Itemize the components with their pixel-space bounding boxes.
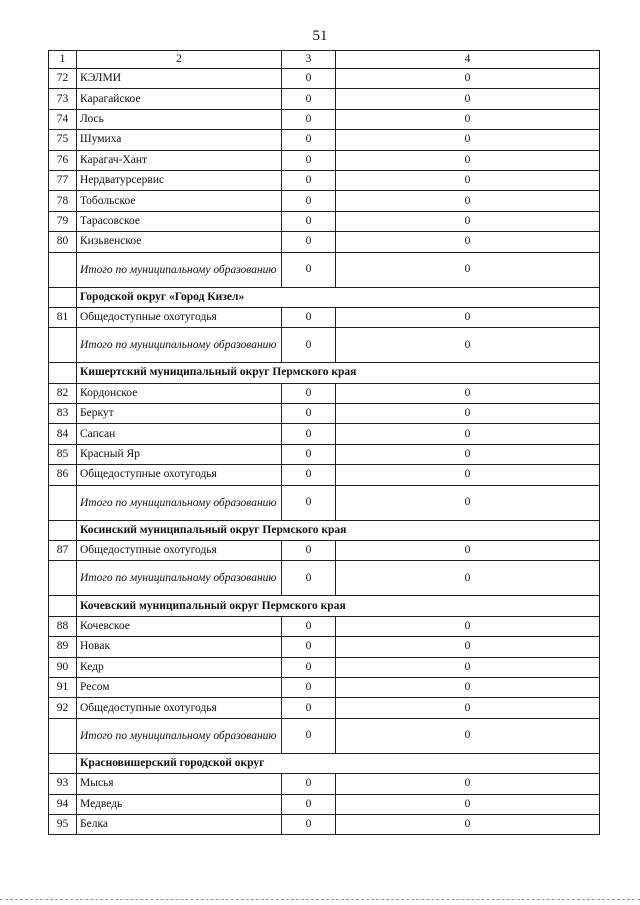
table-row [49,89,600,109]
section-title: Красновишерский городской округ [77,753,600,773]
row-name-cell: Общедоступные охотугодья [77,541,282,561]
row-name-cell: Общедоступные охотугодья [77,698,282,718]
table-row [49,677,600,697]
row-number-cell: 86 [49,465,77,485]
col4-value-cell: 0 [336,383,600,403]
row-name-cell: Сапсан [77,424,282,444]
row-name-cell: Кедр [77,657,282,677]
row-number-cell: 82 [49,383,77,403]
col3-value-cell: 0 [282,677,336,697]
section-title: Косинский муниципальный округ Пермского края [77,520,600,540]
table-row [49,383,600,403]
total-label: Итого по муниципальному образованию [77,328,282,363]
table-row [49,130,600,150]
row-number-cell: 94 [49,794,77,814]
table-row [49,637,600,657]
total-row [49,328,600,363]
table-row [49,307,600,327]
total-label: Итого по муниципальному образованию [77,718,282,753]
row-number-cell: 76 [49,150,77,170]
total-row [49,561,600,596]
table-row [49,191,600,211]
row-number-cell: 84 [49,424,77,444]
row-number-cell: 77 [49,170,77,190]
table-row [49,109,600,129]
table-header-row [49,51,600,69]
row-number-cell [49,363,77,383]
col4-value-cell: 0 [336,130,600,150]
table-row [49,794,600,814]
row-name-cell: Кордонское [77,383,282,403]
col3-value-cell: 0 [282,109,336,129]
row-name-cell: КЭЛМИ [77,69,282,89]
row-number-cell: 78 [49,191,77,211]
total-label: Итого по муниципальному образованию [77,252,282,287]
row-number-cell: 83 [49,404,77,424]
table-row [49,404,600,424]
col4-value-cell: 0 [336,328,600,363]
col3-value-cell: 0 [282,465,336,485]
row-number-cell [49,753,77,773]
col4-value-cell: 0 [336,307,600,327]
row-name-cell: Тарасовское [77,211,282,231]
table-row [49,465,600,485]
col4-value-cell: 0 [336,404,600,424]
row-number-cell: 79 [49,211,77,231]
col4-value-cell: 0 [336,232,600,252]
col4-value-cell: 0 [336,616,600,636]
col3-value-cell: 0 [282,657,336,677]
col4-value-cell: 0 [336,774,600,794]
table-row [49,698,600,718]
col3-value-cell: 0 [282,718,336,753]
col3-value-cell: 0 [282,170,336,190]
header-col-1: 1 [49,51,77,69]
row-number-cell: 80 [49,232,77,252]
col4-value-cell: 0 [336,657,600,677]
col4-value-cell: 0 [336,698,600,718]
row-number-cell: 90 [49,657,77,677]
section-title: Кочевский муниципальный округ Пермского края [77,596,600,616]
col4-value-cell: 0 [336,89,600,109]
col3-value-cell: 0 [282,541,336,561]
row-number-cell: 89 [49,637,77,657]
row-number-cell [49,718,77,753]
section-row [49,753,600,773]
row-number-cell: 75 [49,130,77,150]
col4-value-cell: 0 [336,465,600,485]
section-row [49,520,600,540]
col3-value-cell: 0 [282,69,336,89]
row-name-cell: Карагайское [77,89,282,109]
col3-value-cell: 0 [282,814,336,834]
row-name-cell: Лось [77,109,282,129]
data-table [48,50,600,835]
col3-value-cell: 0 [282,424,336,444]
row-name-cell: Медведь [77,794,282,814]
col4-value-cell: 0 [336,444,600,464]
table-row [49,424,600,444]
row-number-cell: 81 [49,307,77,327]
row-name-cell: Новак [77,637,282,657]
col3-value-cell: 0 [282,89,336,109]
row-name-cell: Общедоступные охотугодья [77,307,282,327]
table-body [49,69,600,835]
row-name-cell: Тобольское [77,191,282,211]
row-number-cell [49,485,77,520]
row-number-cell [49,252,77,287]
total-row [49,485,600,520]
table-row [49,150,600,170]
row-name-cell: Кочевское [77,616,282,636]
col4-value-cell: 0 [336,170,600,190]
col4-value-cell: 0 [336,191,600,211]
col3-value-cell: 0 [282,232,336,252]
section-row [49,363,600,383]
row-name-cell: Мысья [77,774,282,794]
col4-value-cell: 0 [336,561,600,596]
col4-value-cell: 0 [336,814,600,834]
col3-value-cell: 0 [282,211,336,231]
col3-value-cell: 0 [282,383,336,403]
section-title: Кишертский муниципальный округ Пермского края [77,363,600,383]
row-number-cell [49,520,77,540]
row-number-cell: 72 [49,69,77,89]
table-row [49,774,600,794]
col3-value-cell: 0 [282,191,336,211]
table-row [49,541,600,561]
total-row [49,718,600,753]
col3-value-cell: 0 [282,561,336,596]
table-row [49,657,600,677]
col3-value-cell: 0 [282,130,336,150]
col4-value-cell: 0 [336,211,600,231]
section-title: Городской округ «Город Кизел» [77,287,600,307]
col3-value-cell: 0 [282,328,336,363]
row-name-cell: Белка [77,814,282,834]
table-row [49,170,600,190]
col4-value-cell: 0 [336,109,600,129]
col3-value-cell: 0 [282,698,336,718]
col3-value-cell: 0 [282,252,336,287]
row-number-cell [49,328,77,363]
row-number-cell: 88 [49,616,77,636]
row-number-cell: 93 [49,774,77,794]
col4-value-cell: 0 [336,485,600,520]
row-name-cell: Нердватурсервис [77,170,282,190]
total-label: Итого по муниципальному образованию [77,485,282,520]
col3-value-cell: 0 [282,794,336,814]
col4-value-cell: 0 [336,677,600,697]
row-number-cell: 92 [49,698,77,718]
col4-value-cell: 0 [336,718,600,753]
table-row [49,232,600,252]
section-row [49,596,600,616]
col4-value-cell: 0 [336,541,600,561]
col3-value-cell: 0 [282,404,336,424]
scan-edge-line [0,899,640,900]
total-label: Итого по муниципальному образованию [77,561,282,596]
row-number-cell: 73 [49,89,77,109]
col3-value-cell: 0 [282,616,336,636]
row-number-cell: 91 [49,677,77,697]
col3-value-cell: 0 [282,485,336,520]
row-number-cell: 87 [49,541,77,561]
col4-value-cell: 0 [336,252,600,287]
row-number-cell [49,287,77,307]
table-row [49,616,600,636]
row-number-cell: 74 [49,109,77,129]
table-row [49,211,600,231]
header-col-3: 3 [282,51,336,69]
row-number-cell: 95 [49,814,77,834]
row-name-cell: Общедоступные охотугодья [77,465,282,485]
col3-value-cell: 0 [282,774,336,794]
row-number-cell [49,561,77,596]
col4-value-cell: 0 [336,794,600,814]
col4-value-cell: 0 [336,424,600,444]
col4-value-cell: 0 [336,637,600,657]
row-name-cell: Карагач-Хант [77,150,282,170]
col3-value-cell: 0 [282,444,336,464]
total-row [49,252,600,287]
col3-value-cell: 0 [282,150,336,170]
row-number-cell: 85 [49,444,77,464]
col3-value-cell: 0 [282,637,336,657]
col4-value-cell: 0 [336,150,600,170]
row-name-cell: Красный Яр [77,444,282,464]
header-col-2: 2 [77,51,282,69]
table-row [49,814,600,834]
row-name-cell: Шумиха [77,130,282,150]
row-name-cell: Беркут [77,404,282,424]
row-number-cell [49,596,77,616]
section-row [49,287,600,307]
page-number: 51 [312,28,328,44]
col4-value-cell: 0 [336,69,600,89]
header-col-4: 4 [336,51,600,69]
row-name-cell: Кизьвенское [77,232,282,252]
row-name-cell: Ресом [77,677,282,697]
table-row [49,444,600,464]
table-row [49,69,600,89]
col3-value-cell: 0 [282,307,336,327]
